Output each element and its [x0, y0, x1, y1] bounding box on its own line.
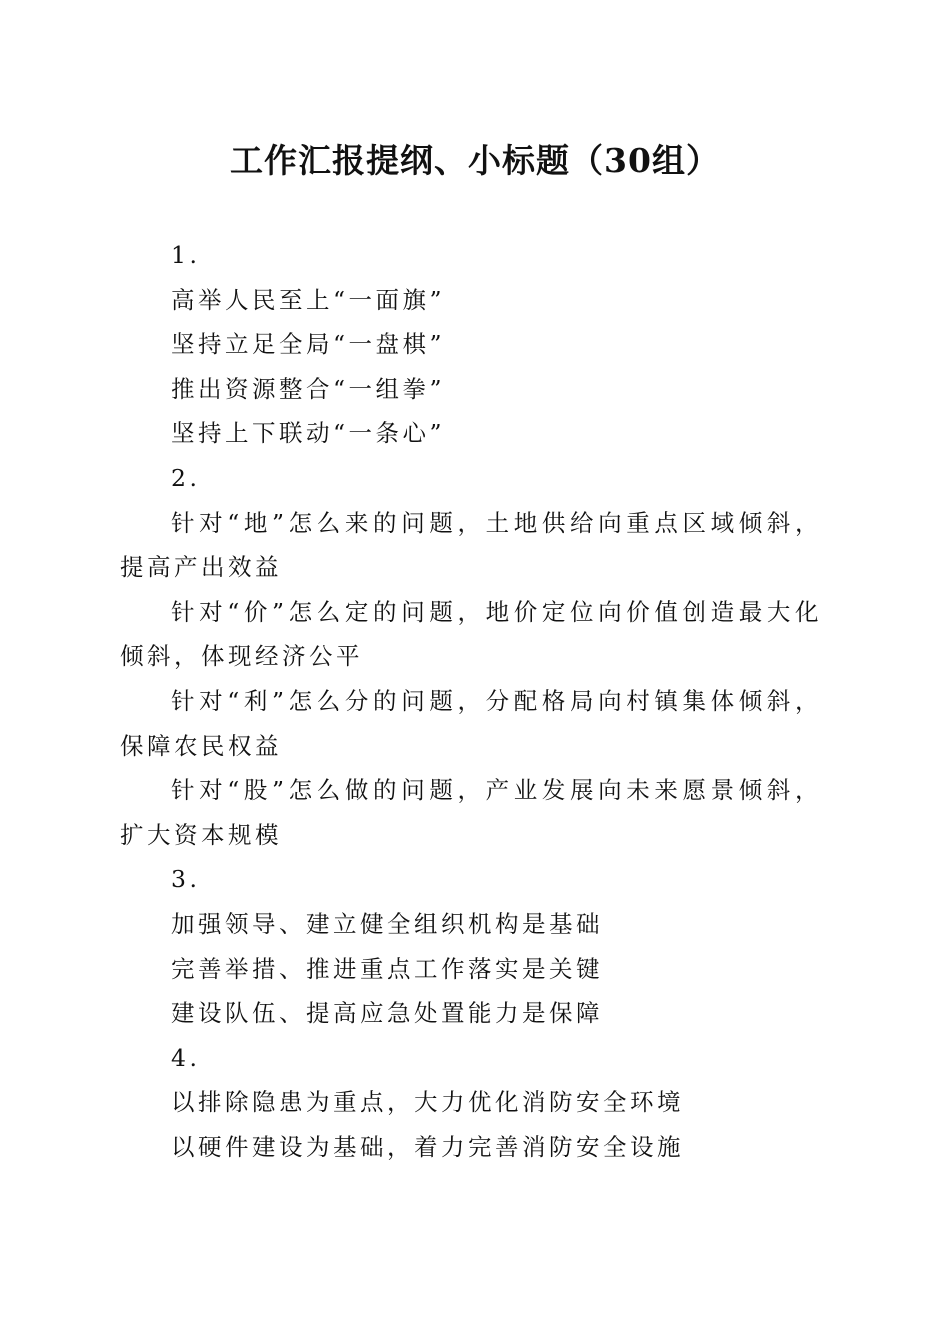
document-title: 工作汇报提纲、小标题（30组）	[230, 141, 720, 180]
list-item: 针对“利”怎么分的问题，分配格局向村镇集体倾斜，保障农民权益	[120, 686, 822, 760]
list-item: 针对“价”怎么定的问题，地价定位向价值创造最大化倾斜，体现经济公平	[120, 597, 822, 671]
list-item: 完善举措、推进重点工作落实是关键	[171, 954, 603, 983]
group-number: 2.	[171, 463, 201, 492]
list-item: 针对“地”怎么来的问题，土地供给向重点区域倾斜，提高产出效益	[120, 508, 822, 582]
list-item: 针对“股”怎么做的问题，产业发展向未来愿景倾斜，扩大资本规模	[120, 776, 822, 849]
list-item: 坚持立足全局“一盘棋”	[171, 330, 446, 359]
group-number: 4.	[171, 1043, 201, 1072]
group-number: 1.	[171, 241, 201, 269]
list-item: 以排除隐患为重点，大力优化消防安全环境	[171, 1088, 684, 1117]
list-item: 推出资源整合“一组拳”	[171, 374, 446, 403]
document-body	[120, 233, 822, 1169]
list-item: 以硬件建设为基础，着力完善消防安全设施	[171, 1132, 684, 1161]
list-item: 高举人民至上“一面旗”	[171, 285, 446, 314]
list-item: 坚持上下联动“一条心”	[171, 419, 446, 448]
group-number: 3.	[171, 865, 201, 894]
list-item: 建设队伍、提高应急处置能力是保障	[171, 999, 603, 1028]
list-item: 加强领导、建立健全组织机构是基础	[171, 909, 603, 938]
